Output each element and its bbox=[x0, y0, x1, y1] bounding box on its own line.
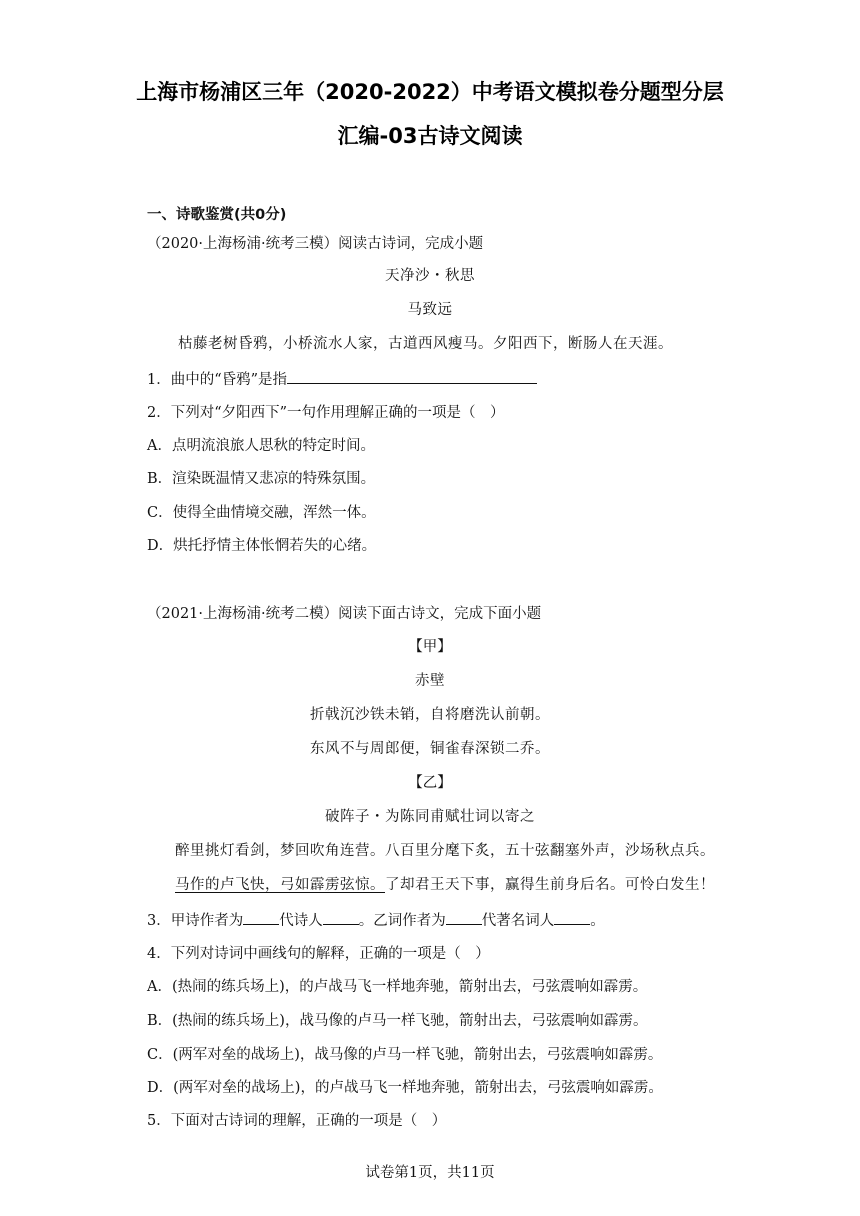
q4-option-d: D．(两军对垒的战场上)，的卢战马飞一样地奔驰，箭射出去，弓弦震响如霹雳。 bbox=[147, 1080, 663, 1096]
q4-option-c: C．(两军对垒的战场上)，战马像的卢马一样飞驰，箭射出去，弓弦震响如霹雳。 bbox=[147, 1047, 663, 1063]
question-3 bbox=[147, 909, 605, 930]
answer-blank[interactable] bbox=[446, 910, 482, 925]
q4-option-a: A．(热闹的练兵场上)，的卢战马飞一样地奔驰，箭射出去，弓弦震响如霹雳。 bbox=[147, 979, 648, 995]
section-heading: 一、诗歌鉴赏(共0分) bbox=[147, 207, 287, 223]
page-footer: 试卷第1页，共11页 bbox=[365, 1165, 495, 1181]
poem2-line2: 东风不与周郎便，铜雀春深锁二乔。 bbox=[310, 741, 550, 757]
passage-intro-1: （2020·上海杨浦·统考三模）阅读古诗词，完成小题 bbox=[147, 236, 484, 252]
q2-option-a: A．点明流浪旅人思秋的特定时间。 bbox=[147, 438, 375, 454]
answer-blank[interactable] bbox=[243, 910, 279, 925]
question-1 bbox=[147, 368, 537, 389]
passage-intro-2: （2021·上海杨浦·统考二模）阅读下面古诗文，完成下面小题 bbox=[147, 606, 542, 622]
document-title-line2: 汇编-03古诗文阅读 bbox=[337, 124, 523, 148]
poem3-underlined-line: 马作的卢飞快，弓如霹雳弦惊。 bbox=[175, 877, 385, 893]
question-4: 4．下列对诗词中画线句的解释，正确的一项是（ ） bbox=[147, 946, 490, 962]
question-3-part2: 代诗人 bbox=[279, 913, 323, 929]
poem3-title: 破阵子・为陈同甫赋壮词以寄之 bbox=[325, 809, 535, 825]
question-1-text: 1．曲中的“昏鸦”是指 bbox=[147, 372, 288, 388]
answer-blank[interactable] bbox=[323, 910, 359, 925]
q2-option-d: D．烘托抒情主体怅惘若失的心绪。 bbox=[147, 538, 377, 554]
q2-option-b: B．渲染既温情又悲凉的特殊氛围。 bbox=[147, 471, 376, 487]
q4-option-b: B．(热闹的练兵场上)，战马像的卢马一样飞驰，箭射出去，弓弦震响如霹雳。 bbox=[147, 1013, 648, 1029]
poem3-line2 bbox=[175, 873, 715, 894]
question-3-part1: 3．甲诗作者为 bbox=[147, 913, 244, 929]
poem1-title: 天净沙・秋思 bbox=[385, 268, 475, 284]
question-3-part4: 代著名词人 bbox=[481, 913, 555, 929]
poem3-line2-rest: 了却君王天下事，赢得生前身后名。可怜白发生！ bbox=[385, 877, 715, 893]
question-3-part3: 。乙词作者为 bbox=[358, 913, 446, 929]
poem2-line1: 折戟沉沙铁未销，自将磨洗认前朝。 bbox=[310, 707, 550, 723]
poem2-title: 赤壁 bbox=[415, 673, 445, 689]
poem1-author: 马致远 bbox=[407, 302, 453, 318]
jia-label: 【甲】 bbox=[408, 639, 452, 655]
yi-label: 【乙】 bbox=[408, 775, 452, 791]
document-title-line1: 上海市杨浦区三年（2020-2022）中考语文模拟卷分题型分层 bbox=[136, 80, 724, 104]
q2-option-c: C．使得全曲情境交融，浑然一体。 bbox=[147, 505, 376, 521]
poem1-text: 枯藤老树昏鸦，小桥流水人家，古道西风瘦马。夕阳西下，断肠人在天涯。 bbox=[178, 336, 673, 352]
question-3-part5: 。 bbox=[590, 913, 605, 929]
answer-blank[interactable] bbox=[554, 910, 590, 925]
poem3-line1: 醉里挑灯看剑，梦回吹角连营。八百里分麾下炙，五十弦翻塞外声，沙场秋点兵。 bbox=[175, 843, 715, 859]
question-5: 5．下面对古诗词的理解，正确的一项是（ ） bbox=[147, 1113, 447, 1129]
answer-blank[interactable] bbox=[287, 369, 537, 384]
question-2: 2．下列对“夕阳西下”一句作用理解正确的一项是（ ） bbox=[147, 405, 505, 421]
